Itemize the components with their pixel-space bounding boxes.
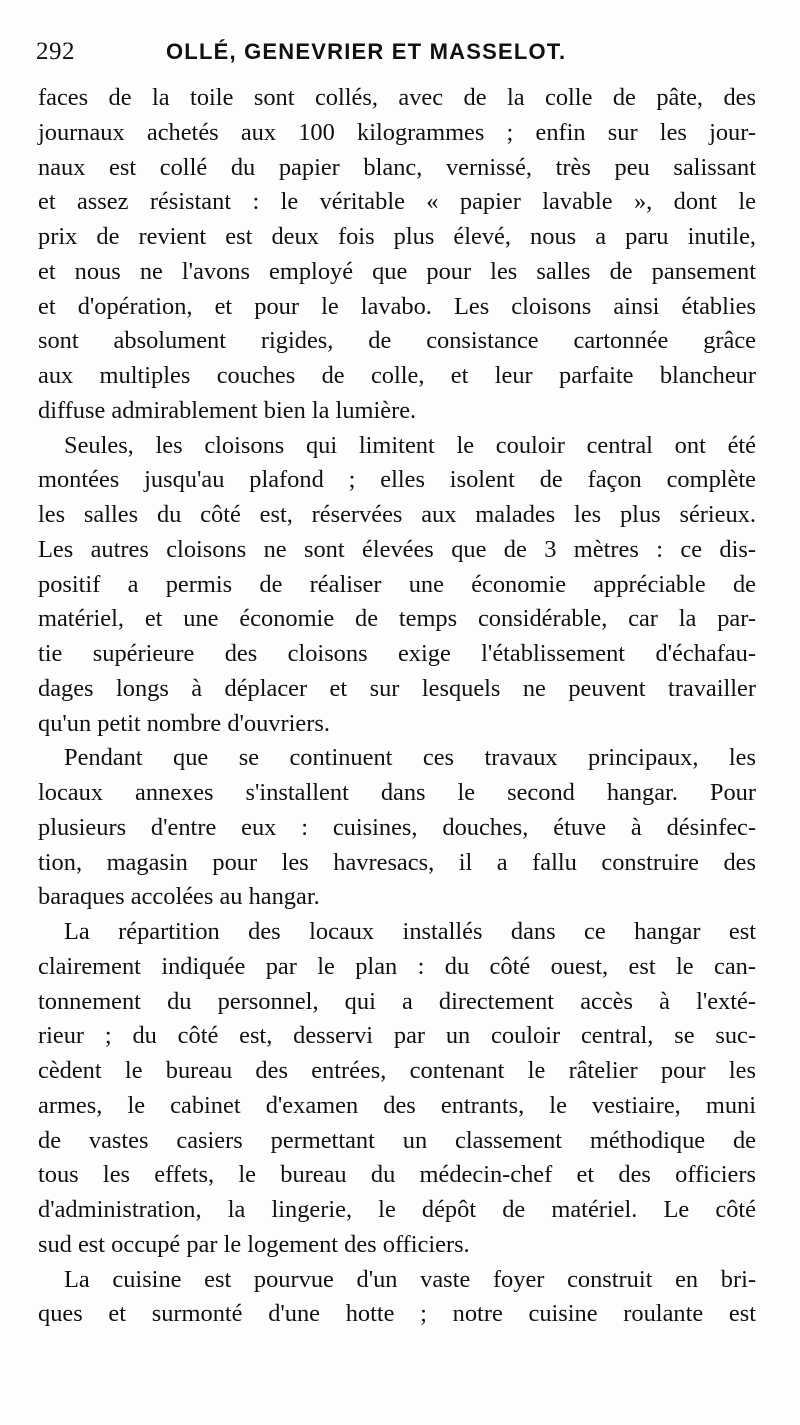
text-line: d'administration, la lingerie, le dépôt de matériel. Le côté — [38, 1196, 756, 1223]
text-line: tous les effets, le bureau du médecin-chef et des officiers — [38, 1161, 756, 1189]
text-line: les salles du côté est, réservées aux malades les plus sérieux. — [38, 501, 756, 528]
text-line: faces de la toile sont collés, avec de la colle de pâte, des — [38, 84, 756, 111]
text-line: et assez résistant : le véritable « papier lavable », dont le — [38, 188, 756, 216]
text-line: positif a permis de réaliser une économie appréciable de — [38, 570, 756, 598]
text-line: cèdent le bureau des entrées, contenant le râtelier pour les — [38, 1057, 756, 1084]
text-line: baraques accolées au hangar. — [38, 883, 320, 911]
text-line: clairement indiquée par le plan : du côté ouest, est le can- — [38, 952, 756, 980]
text-line: tion, magasin pour les havresacs, il a fallu construire des — [38, 848, 756, 876]
text-line: qu'un petit nombre d'ouvriers. — [38, 709, 330, 737]
text-line: diffuse admirablement bien la lumière. — [38, 396, 417, 424]
text-line: locaux annexes s'installent dans le second hangar. Pour — [38, 779, 756, 806]
text-line: dages longs à déplacer et sur lesquels ne peuvent travailler — [38, 674, 756, 702]
text-line: Les autres cloisons ne sont élevées que de 3 mètres : ce dis- — [38, 535, 756, 563]
text-line: tie supérieure des cloisons exige l'établissement d'échafau- — [38, 640, 756, 667]
body-text — [38, 81, 756, 1332]
text-line: ques et surmonté d'une hotte ; notre cuisine roulante est — [38, 1300, 756, 1328]
text-line: montées jusqu'au plafond ; elles isolent de façon complète — [38, 466, 756, 494]
paragraph-start-line: Seules, les cloisons qui limitent le couloir central ont été — [64, 431, 756, 459]
text-line: armes, le cabinet d'examen des entrants, le vestiaire, muni — [38, 1091, 756, 1119]
paragraph-start-line: La répartition des locaux installés dans ce hangar est — [64, 918, 756, 945]
text-line: matériel, et une économie de temps considérable, car la par- — [38, 605, 756, 633]
text-line: plusieurs d'entre eux : cuisines, douches, étuve à désinfec- — [38, 813, 756, 841]
page-number: 292 — [36, 38, 75, 65]
text-line: aux multiples couches de colle, et leur parfaite blancheur — [38, 362, 756, 389]
text-line: journaux achetés aux 100 kilogrammes ; enfin sur les jour- — [38, 118, 756, 146]
text-line: rieur ; du côté est, desservi par un couloir central, se suc- — [38, 1022, 756, 1050]
running-title: OLLÉ, GENEVRIER ET MASSELOT. — [166, 39, 567, 64]
text-line: sud est occupé par le logement des officiers. — [38, 1230, 470, 1258]
text-line: et d'opération, et pour le lavabo. Les cloisons ainsi établies — [38, 292, 756, 320]
running-head — [36, 32, 756, 72]
text-line: tonnement du personnel, qui a directement accès à l'exté- — [38, 987, 756, 1015]
text-line: et nous ne l'avons employé que pour les salles de pansement — [38, 257, 756, 285]
text-line: prix de revient est deux fois plus élevé, nous a paru inutile, — [38, 223, 756, 250]
text-line: naux est collé du papier blanc, vernissé, très peu salissant — [38, 153, 756, 181]
paragraph-start-line: Pendant que se continuent ces travaux principaux, les — [64, 744, 756, 772]
paragraph-start-line: La cuisine est pourvue d'un vaste foyer construit en bri- — [64, 1265, 756, 1293]
text-line: de vastes casiers permettant un classement méthodique de — [38, 1126, 756, 1154]
text-line: sont absolument rigides, de consistance cartonnée grâce — [38, 327, 756, 355]
